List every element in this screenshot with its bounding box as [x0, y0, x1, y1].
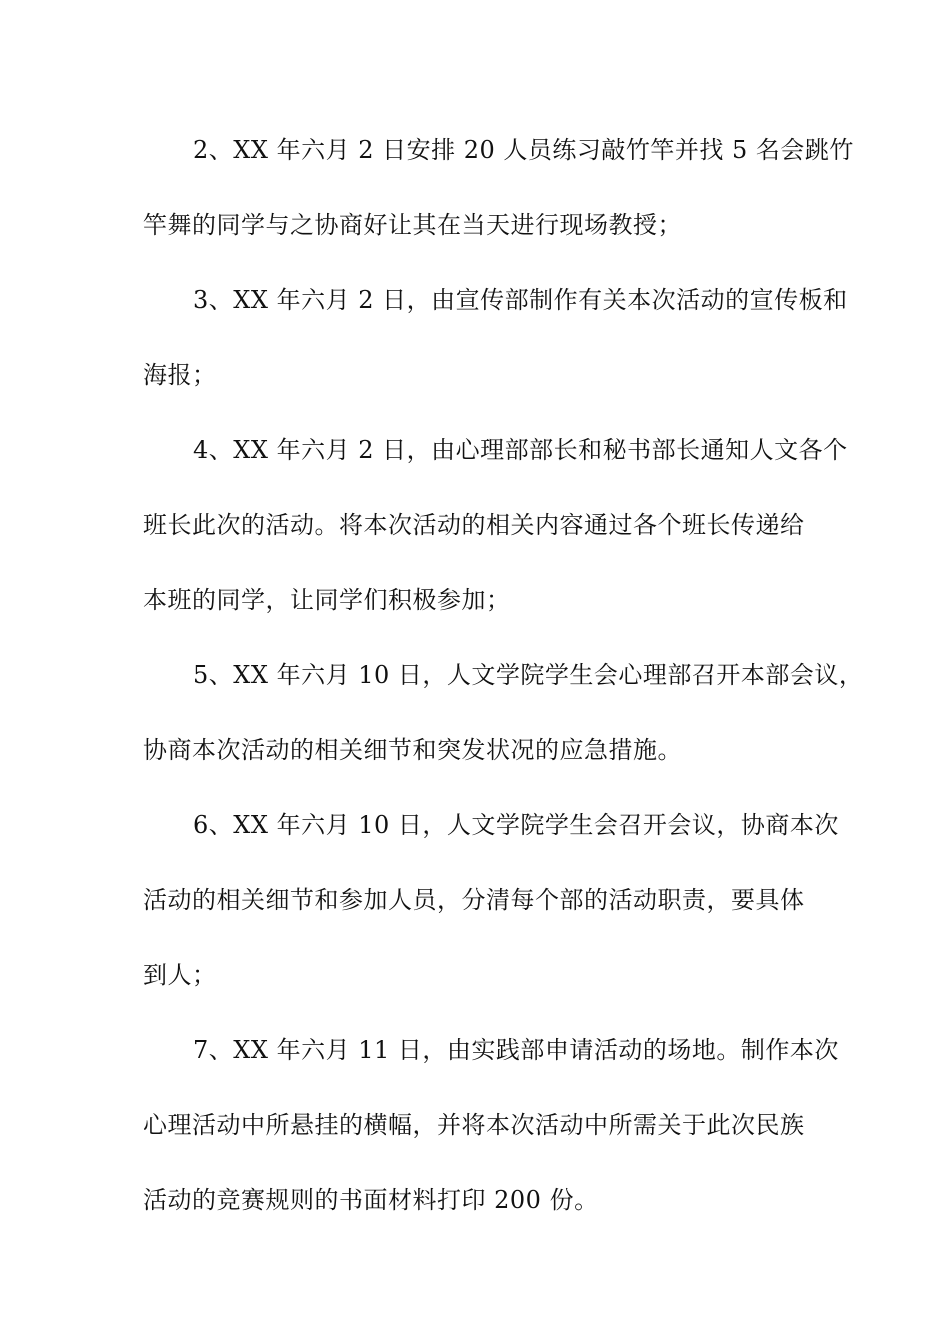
paragraph-item-2: [143, 113, 854, 263]
paragraph-line: 竿舞的同学与之协商好让其在当天进行现场教授；: [143, 211, 682, 239]
paragraph-line: 到人；: [143, 961, 217, 989]
paragraph-item-4: [143, 413, 848, 638]
paragraph-line: 本班的同学，让同学们积极参加；: [143, 586, 511, 614]
paragraph-line: 7、XX 年六月 11 日，由实践部申请活动的场地。制作本次: [193, 1036, 839, 1064]
paragraph-line: 5、XX 年六月 10 日，人文学院学生会心理部召开本部会议，: [193, 661, 864, 689]
paragraph-line: 6、XX 年六月 10 日，人文学院学生会召开会议，协商本次: [193, 811, 839, 839]
paragraph-line: 4、XX 年六月 2 日，由心理部部长和秘书部长通知人文各个: [193, 436, 848, 464]
paragraph-line: 2、XX 年六月 2 日安排 20 人员练习敲竹竿并找 5 名会跳竹: [193, 136, 854, 164]
paragraph-item-3: [143, 263, 848, 413]
paragraph-item-7: [143, 1013, 839, 1238]
paragraph-line: 活动的竞赛规则的书面材料打印 200 份。: [143, 1186, 599, 1214]
paragraph-item-6: [143, 788, 839, 1013]
paragraph-line: 3、XX 年六月 2 日，由宣传部制作有关本次活动的宣传板和: [193, 286, 848, 314]
paragraph-line: 活动的相关细节和参加人员，分清每个部的活动职责，要具体: [143, 886, 805, 914]
document-body: [143, 113, 864, 1238]
paragraph-item-5: [143, 638, 864, 788]
paragraph-line: 协商本次活动的相关细节和突发状况的应急措施。: [143, 736, 682, 764]
paragraph-line: 海报；: [143, 361, 217, 389]
paragraph-line: 心理活动中所悬挂的横幅，并将本次活动中所需关于此次民族: [143, 1111, 805, 1139]
paragraph-line: 班长此次的活动。将本次活动的相关内容通过各个班长传递给: [143, 511, 805, 539]
